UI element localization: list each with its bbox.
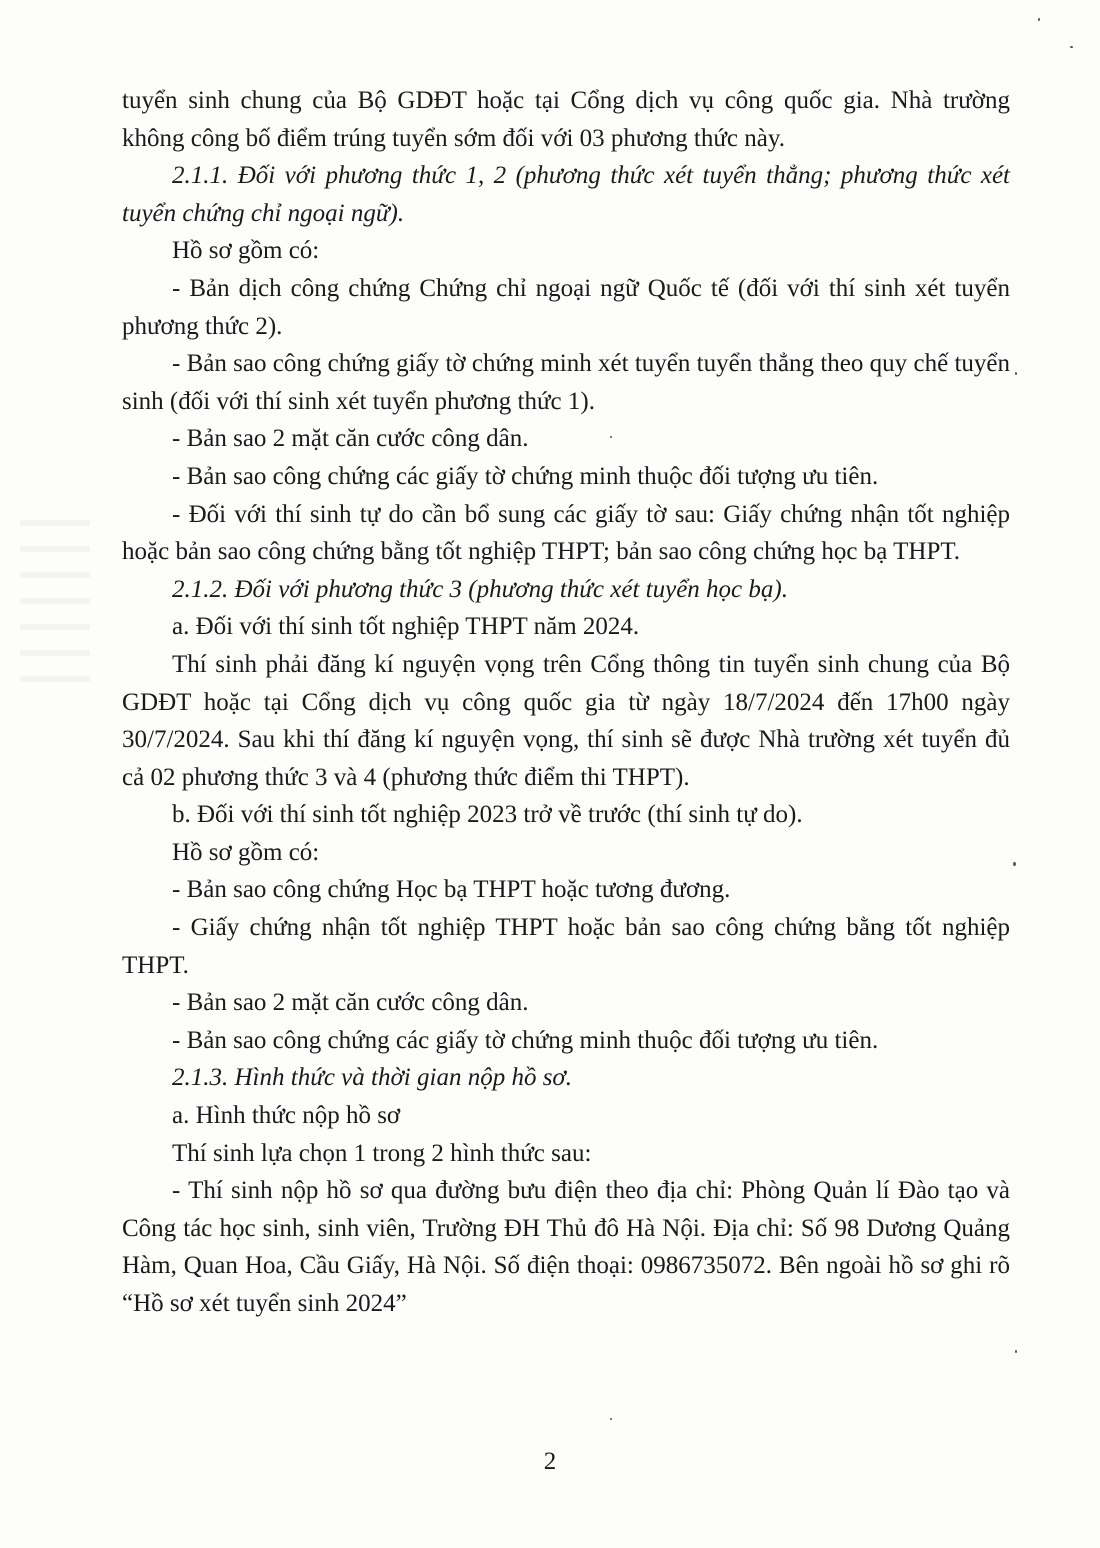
scan-speck — [610, 1418, 612, 1420]
paragraph-registration: Thí sinh phải đăng kí nguyện vọng trên Cổng thông tin tuyển sinh chung của Bộ GDĐT hoặc tại Cổng dịch vụ công quốc gia từ ngày 18/7/2024 đến 17h00 ngày 30/7/2024. Sau khi thí đăng kí nguyện vọng, thí sinh sẽ được Nhà trường xét tuyển đủ cả 02 phương thức 3 và 4 (phương thức điểm thi THPT). — [122, 650, 1010, 791]
scan-speck — [1013, 862, 1016, 866]
list-item: - Bản sao công chứng giấy tờ chứng minh xét tuyển tuyển thẳng theo quy chế tuyển sinh (đối với thí sinh xét tuyển phương thức 1). — [122, 350, 1010, 415]
page-number: 2 — [543, 1448, 557, 1475]
list-item: - Đối với thí sinh tự do cần bổ sung các giấy tờ sau: Giấy chứng nhận tốt nghiệp hoặc bản sao công chứng bằng tốt nghiệp THPT; bản sao công chứng học bạ THPT. — [122, 500, 1010, 566]
scan-speck — [1015, 1350, 1017, 1353]
list-item: - Bản dịch công chứng Chứng chỉ ngoại ngữ Quốc tế (đối với thí sinh xét tuyển phương thức 2). — [122, 274, 1010, 340]
section-heading-2-1-1: 2.1.1. Đối với phương thức 1, 2 (phương thức xét tuyển thẳng; phương thức xét tuyển chứng chỉ ngoại ngữ). — [122, 162, 1010, 227]
list-item: - Bản sao công chứng Học bạ THPT hoặc tương đương. — [172, 876, 731, 904]
scan-speck — [610, 436, 612, 438]
subheading-a: a. Hình thức nộp hồ sơ — [172, 1102, 401, 1130]
paragraph-continuation: tuyển sinh chung của Bộ GDĐT hoặc tại Cổng dịch vụ công quốc gia. Nhà trường không công bố điểm trúng tuyển sớm đối với 03 phương thức này. — [122, 87, 1010, 152]
list-item-postal: - Thí sinh nộp hồ sơ qua đường bưu điện theo địa chỉ: Phòng Quản lí Đào tạo và Công tác học sinh, sinh viên, Trường ĐH Thủ đô Hà Nội. Địa chỉ: Số 98 Dương Quảng Hàm, Quan Hoa, Cầu Giấy, Hà Nội. Số điện thoại: 0986735072. Bên ngoài hồ sơ ghi rõ “Hồ sơ xét tuyển sinh 2024” — [122, 1177, 1010, 1317]
scan-speck — [1070, 46, 1073, 48]
document-body — [122, 82, 1010, 1323]
list-item: - Giấy chứng nhận tốt nghiệp THPT hoặc bản sao công chứng bằng tốt nghiệp THPT. — [122, 914, 1010, 979]
section-heading-2-1-3: 2.1.3. Hình thức và thời gian nộp hồ sơ. — [172, 1064, 573, 1092]
list-item: - Bản sao 2 mặt căn cước công dân. — [172, 425, 529, 453]
paragraph-dossier-intro: Hồ sơ gồm có: — [172, 237, 320, 265]
paragraph-dossier-intro: Hồ sơ gồm có: — [172, 838, 320, 866]
subheading-b: b. Đối với thí sinh tốt nghiệp 2023 trở về trước (thí sinh tự do). — [172, 801, 803, 829]
list-item: - Bản sao 2 mặt căn cước công dân. — [172, 989, 529, 1017]
scan-speck — [1015, 372, 1017, 375]
bleed-through-marks — [20, 520, 90, 700]
list-item: - Bản sao công chứng các giấy tờ chứng minh thuộc đối tượng ưu tiên. — [172, 1026, 879, 1054]
section-heading-2-1-2: 2.1.2. Đối với phương thức 3 (phương thức xét tuyển học bạ). — [172, 575, 788, 603]
scan-speck — [1038, 18, 1040, 21]
paragraph-choice: Thí sinh lựa chọn 1 trong 2 hình thức sau: — [172, 1139, 592, 1167]
subheading-a: a. Đối với thí sinh tốt nghiệp THPT năm 2024. — [172, 613, 640, 641]
list-item: - Bản sao công chứng các giấy tờ chứng minh thuộc đối tượng ưu tiên. — [172, 462, 879, 490]
